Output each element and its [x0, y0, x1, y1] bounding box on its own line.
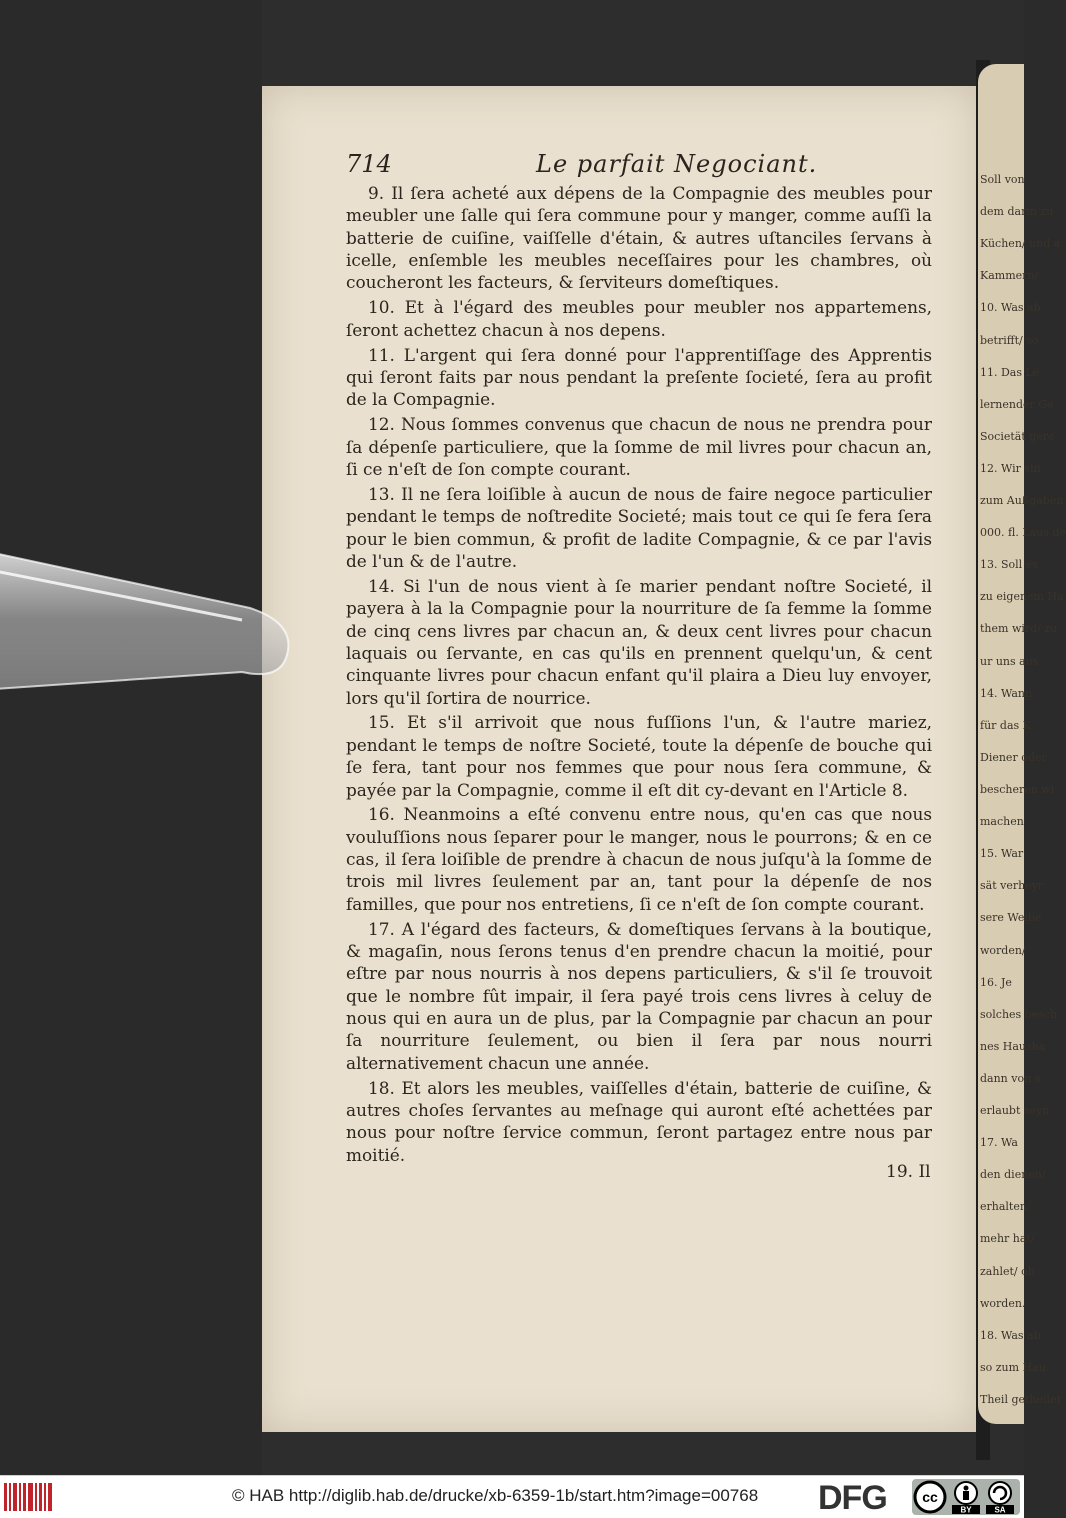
facing-page-fragment: erhalten/ [980, 1200, 1031, 1214]
facing-page-fragment: 000. fl. Laus de [980, 526, 1066, 540]
facing-page-fragment: 12. Wir sin [980, 461, 1041, 475]
body-text [346, 182, 932, 1169]
facing-page-fragment: lernender Ge [980, 397, 1054, 411]
facing-page-fragment: nes Hausha [980, 1039, 1046, 1053]
article-17: 17. A l'égard des facteurs, & domeſtiques ſervans à la boutique, & magaſin, nous ſerons tenus d'en prendre chacun la moitié, pour eſtre par nous nourris à nos depens particuliers, & s'il ſe trouvoit que le nombre fût impair, il ſera payé trois cens livres à celuy de nous qui en aura un de plus, par la Compagnie par chacun an pour ſa nourriture ſeulement, ou bien il ſera par nous nourri alternativement chacun une année. [346, 918, 932, 1073]
barcode-bar [4, 1483, 7, 1511]
article-15: 15. Et s'il arrivoit que nous fuſſions l'un, & l'autre mariez, pendant le temps de noſtre Societé, toute la dépenſe de bouche qui ſe fera, tant pour nos femmes que pour nous ſera commune, & payée par la Compagnie, comme il eſt dit cy-devant en l'Article 8. [346, 712, 932, 800]
dfg-logo: DFG [818, 1479, 887, 1517]
page-number: 714 [346, 150, 392, 178]
barcode-bar [44, 1483, 46, 1511]
page-header [346, 150, 936, 184]
sa-label: SA [994, 1505, 1006, 1515]
facing-page-fragment: sät verheyr [980, 879, 1044, 893]
facing-page-fragment: so zum Hau [980, 1360, 1046, 1374]
facing-page-fragment: erlaubt seyn [980, 1104, 1050, 1118]
barcode-bar [19, 1483, 21, 1511]
facing-page-fragment: solches besch [980, 1007, 1058, 1021]
barcode-bar [13, 1483, 17, 1511]
barcode-bar [48, 1483, 52, 1511]
facing-page-fragment: Soll von [980, 173, 1025, 186]
facing-page-fragment: 13. Soll es [980, 558, 1038, 572]
facing-page-fragment: ur uns aus [980, 654, 1039, 668]
article-13: 13. Il ne ſera loiſible à aucun de nous de faire negoce particulier pendant le temps de noſtredite Societé; mais tout ce qui ſe fera ſera pour le bien commun, & profit de ladite Compagnie, & ce par l'avis de l'un & de l'autre. [346, 483, 932, 571]
facing-page-fragment: bescheren wi [980, 783, 1055, 796]
facing-page-fragment: 16. Je [980, 975, 1012, 989]
facing-page-fragment: Kammern/ [980, 269, 1039, 283]
article-9: 9. Il ſera acheté aux dépens de la Compagnie des meubles pour meubler une ſalle qui ſera commune pour y manger, comme auſſi la batterie de cuiſine, vaiſſelle d'étain, & autres uſtanciles ſervans à icelle, enſemble les meubles neceſſaires pour les chambres, où coucheront les facteurs, & ſerviteurs domeſtiques. [346, 183, 932, 293]
facing-page-fragment: dem darin zu [980, 205, 1054, 219]
facing-page-fragment: sere Weibe [980, 911, 1042, 925]
license-badges [912, 1479, 1020, 1515]
article-12: 12. Nous ſommes convenus que chacun de nous ne prendra pour ſa dépenſe particuliere, que la ſomme de mil livres pour chacun an, ſi ce n'eſt de ſon compte courant. [346, 414, 932, 479]
catchword: 19. Il [886, 1162, 931, 1182]
facing-page-fragment: machen. [980, 815, 1028, 829]
facing-page-fragment: zum Außgaben [980, 494, 1064, 508]
source-credit-link[interactable]: © HAB http://diglib.hab.de/drucke/xb-6359-1b/start.htm?image=00768 [232, 1486, 759, 1505]
article-10: 10. Et à l'égard des meubles pour meubler nos appartemens, ſeront achettez chacun à nos depens. [346, 297, 932, 340]
svg-text:cc: cc [922, 1489, 938, 1505]
by-label: BY [960, 1505, 972, 1515]
facing-page-fragment: 11. Das Le [980, 365, 1040, 379]
facing-page-fragment: dann von s [980, 1071, 1041, 1085]
barcode-bar [23, 1483, 26, 1511]
facing-page-fragment: worden/ [980, 943, 1026, 957]
facing-page-fragment: zu eigenem Ha [980, 590, 1064, 604]
barcode-bar [35, 1483, 37, 1511]
facing-page-fragment: 10. Was ab [980, 301, 1041, 315]
article-16: 16. Neanmoins a eſté convenu entre nous, qu'en cas que nous vouluſſions nous ſeparer pour le manger, nous le pourrons; & en ce cas, il ſera loiſible de prendre à chacun de nous juſqu'à la ſomme de trois mil livres ſeulement par an, tant pour la dépenſe de nos familles, que pour nos entretiens, ſi ce n'eſt de ſon compte courant. [346, 804, 932, 914]
facing-page-fragment: Küchen/ und a [980, 237, 1061, 251]
left-board [0, 0, 262, 1475]
barcode-bar [9, 1483, 11, 1511]
facing-page-fragment: für das K [980, 718, 1031, 732]
facing-page-fragment: betrifft/ so [980, 333, 1039, 347]
next-page-edge [978, 64, 1066, 1424]
facing-page-fragment: mehr hat/ [980, 1232, 1035, 1246]
facing-page-fragment: 17. Wa [980, 1136, 1018, 1150]
barcode-bar [39, 1483, 42, 1511]
facing-page-fragment: 15. War [980, 847, 1024, 861]
facing-page-fragment: Theil getheilet [980, 1393, 1061, 1406]
running-title: Le parfait Negociant. [536, 150, 818, 178]
facing-page-fragment: Societät gere [980, 429, 1055, 443]
facing-page-fragment: 18. Was ab [980, 1328, 1041, 1342]
facing-page-fragment: Diener oder [980, 750, 1047, 764]
facing-page-fragment: worden. [980, 1296, 1026, 1310]
article-11: 11. L'argent qui ſera donné pour l'apprentiſſage des Apprentis qui ſeront faits par nous pendant la preſente ſocieté, ſera au profit de la Compagnie. [346, 344, 932, 410]
cc-icon [915, 1482, 945, 1512]
sa-icon [986, 1482, 1014, 1515]
article-18: 18. Et alors les meubles, vaiſſelles d'étain, batterie de cuiſine, & autres choſes ſervantes au meſnage qui auront eſté achettées par nous pour noſtre ſervice commun, ſeront partagez entre nous par moitié. [346, 1077, 932, 1165]
by-icon [952, 1482, 980, 1515]
facing-page-fragment: den dienen/ [980, 1168, 1046, 1182]
footer-bar [0, 1475, 1024, 1518]
hab-barcode-logo [4, 1483, 46, 1511]
article-14: 14. Si l'un de nous vient à ſe marier pendant noſtre Societé, il payera à la la Compagnie pour la nourriture de ſa femme la ſomme de cinq cens livres par chacun an, & deux cent livres pour chacun laquais ou ſervante, en cas qu'ils en prennent quelqu'un, & cent cinquante livres pour chacun enfant qu'il plaira a Dieu luy envoyer, lors qu'il ſortira de nourrice. [346, 575, 932, 708]
glass-page-holder [0, 540, 300, 700]
facing-page-fragment: zahlet/ ob [980, 1264, 1035, 1278]
facing-page-fragment: them wird/ zu [980, 622, 1058, 636]
barcode-bar [28, 1483, 33, 1511]
facing-page-fragment: 14. Wann [980, 686, 1033, 700]
